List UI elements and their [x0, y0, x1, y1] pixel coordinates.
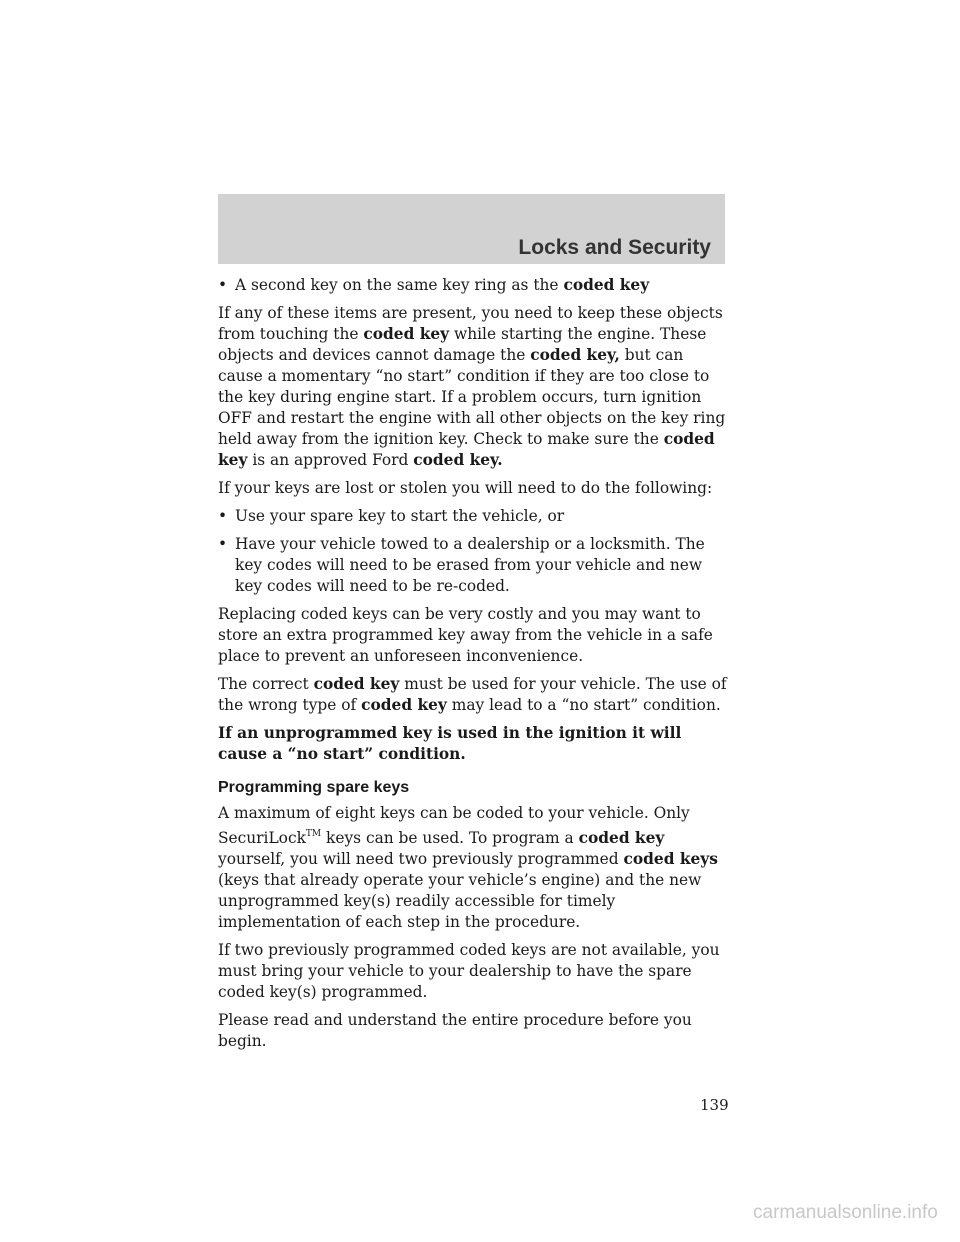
- section-header-band: [218, 194, 725, 264]
- paragraph: Please read and understand the entire procedure before you begin.: [218, 1011, 692, 1050]
- paragraph: The correct coded key must be used for your vehicle. The use of the wrong type of coded key may lead to a “no start” condition.: [218, 675, 727, 714]
- bullet-dot: •: [218, 276, 228, 294]
- bullet-item: • Use your spare key to start the vehicle, or: [218, 507, 565, 525]
- paragraph: A maximum of eight keys can be coded to your vehicle. Only SecuriLock™ keys can be used. To program a coded key yourself, you will need two previously programmed coded keys (keys that already operate your vehicle’s engine) and the new unprogrammed key(s) readily accessible for timely implementation of each step in the procedure.: [218, 804, 718, 931]
- section-title: Locks and Security: [518, 236, 711, 259]
- warning-text: If an unprogrammed key is used in the ignition it will cause a “no start” condition.: [218, 724, 682, 763]
- page-content: [218, 275, 728, 1059]
- subheading: Programming spare keys: [218, 779, 410, 796]
- bullet-dot: •: [218, 535, 228, 553]
- paragraph: Replacing coded keys can be very costly and you may want to store an extra programmed key away from the vehicle in a safe place to prevent an unforeseen inconvenience.: [218, 605, 713, 665]
- watermark: carmanualsonline.info: [753, 1202, 938, 1223]
- bullet-item: • Have your vehicle towed to a dealership or a locksmith. The key codes will need to be erased from your vehicle and new key codes will need to be re-coded.: [218, 535, 705, 595]
- trademark-symbol: TM: [305, 829, 322, 839]
- paragraph: If your keys are lost or stolen you will need to do the following:: [218, 479, 713, 497]
- bullet-item: • A second key on the same key ring as the coded key: [218, 276, 650, 294]
- bullet-dot: •: [218, 507, 228, 525]
- paragraph: If two previously programmed coded keys are not available, you must bring your vehicle to your dealership to have the spare coded key(s) programmed.: [218, 941, 720, 1001]
- page-number: 139: [700, 1096, 729, 1114]
- paragraph: If any of these items are present, you need to keep these objects from touching the coded key while starting the engine. These objects and devices cannot damage the coded key, but can cause a momentary “no start” condition if they are too close to the key during engine start. If a problem occurs, turn ignition OFF and restart the engine with all other objects on the key ring held away from the ignition key. Check to make sure the coded key is an approved Ford coded key.: [218, 304, 726, 469]
